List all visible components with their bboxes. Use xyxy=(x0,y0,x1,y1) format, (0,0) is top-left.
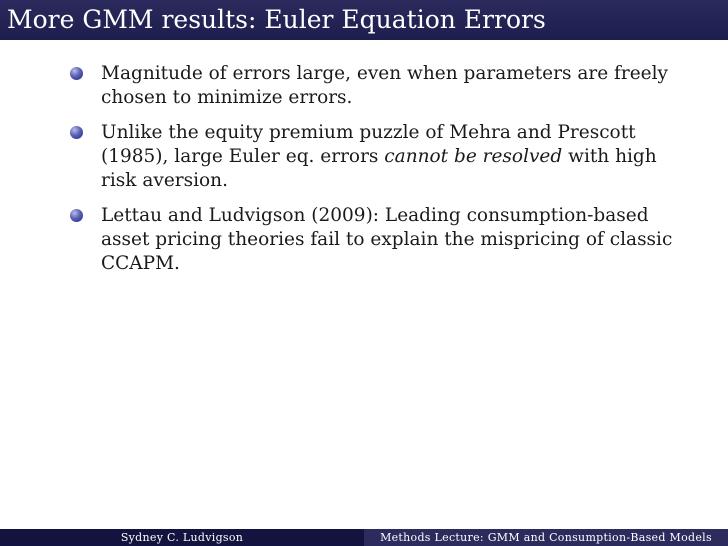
slide-title: More GMM results: Euler Equation Errors xyxy=(7,5,546,34)
footer-author: Sydney C. Ludvigson xyxy=(0,529,364,546)
slide-header xyxy=(0,0,728,40)
bullet-text: Lettau and Ludvigson (2009): Leading consumption-based asset pricing theories fail to explain the mispricing of classic CCAPM. xyxy=(101,205,673,274)
bullet-icon xyxy=(70,126,83,139)
bullet-text: Magnitude of errors large, even when parameters are freely chosen to minimize errors. xyxy=(101,63,668,108)
bullet-item xyxy=(70,204,680,276)
bullet-item xyxy=(70,121,680,193)
bullet-icon xyxy=(70,67,83,80)
bullet-text-before: Unlike the equity premium puzzle of Mehra and Prescott (1985), large Euler eq. errors xyxy=(101,122,636,167)
slide-content xyxy=(70,62,680,287)
slide-footer xyxy=(0,529,728,546)
bullet-emphasis: cannot be resolved xyxy=(384,146,563,167)
bullet-item xyxy=(70,62,680,110)
footer-lecture-title: Methods Lecture: GMM and Consumption-Based Models xyxy=(364,529,728,546)
bullet-icon xyxy=(70,209,83,222)
bullet-text-after: with high risk aversion. xyxy=(101,146,657,191)
